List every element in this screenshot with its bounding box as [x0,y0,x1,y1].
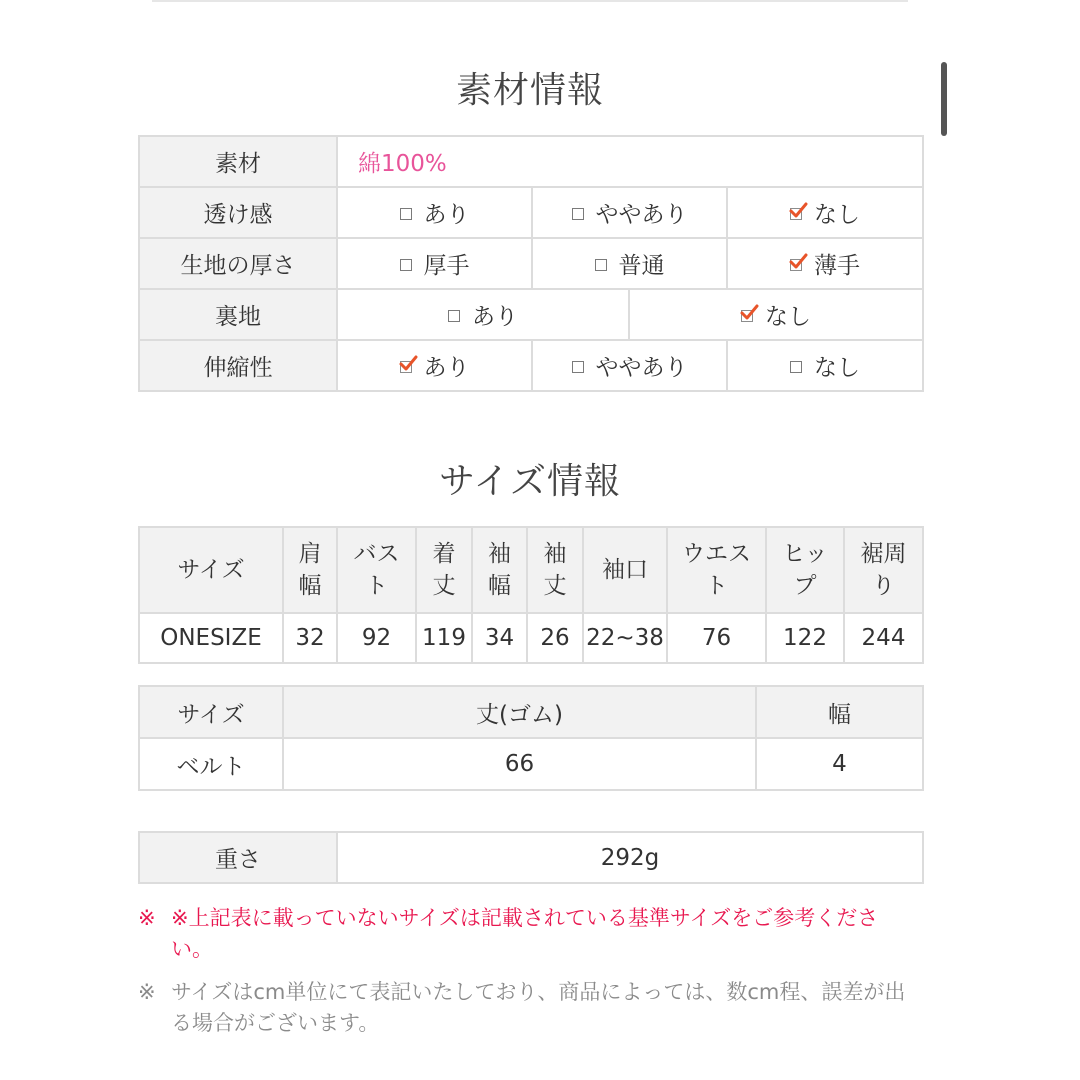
row-label-material: 素材 [139,136,337,187]
option-label: あり [472,304,518,330]
checkbox-checked-icon [741,310,753,322]
option-label: ややあり [595,202,688,228]
lining-row [139,289,923,340]
belt-header-cell: サイズ [139,686,283,738]
size-header-cell [844,527,923,613]
size-header-line: ヒッ プ [782,541,828,599]
weight-label: 重さ [139,832,337,883]
size-header-cell [766,527,844,613]
size-value-cell: 22~38 [583,613,667,663]
weight-value: 292g [337,832,923,883]
belt-table [138,685,924,791]
size-header-cell [472,527,527,613]
checkbox-checked-icon [790,208,802,220]
size-value-cell: 244 [844,613,923,663]
size-header-line: ウエス ト [682,541,751,599]
size-header-cell [283,527,337,613]
size-header-line: 着 丈 [432,541,456,599]
option-label: なし [814,202,860,228]
material-section-title: 素材情報 [455,70,604,111]
option-cell [337,187,532,238]
size-header-line: 袖 丈 [543,541,567,599]
material-table [138,135,924,392]
note-mark: ※ [138,980,156,1004]
top-divider [152,0,908,2]
stretch-row [139,340,923,391]
belt-data-row [139,738,923,790]
size-header-line: 裾周 り [860,541,907,599]
check-mark-icon [740,304,758,322]
size-header-cell [527,527,583,613]
checkbox-checked-icon [790,259,802,271]
option-label: なし [814,355,860,381]
size-value-cell: 92 [337,613,416,663]
size-value-cell: 34 [472,613,527,663]
size-header-cell [416,527,472,613]
row-label-sheer: 透け感 [139,187,337,238]
size-row-label: ONESIZE [139,613,283,663]
row-label-thickness: 生地の厚さ [139,238,337,289]
weight-table [138,831,924,884]
size-header-cell: サイズ [139,527,283,613]
row-label-lining: 裏地 [139,289,337,340]
belt-value-cell: 66 [283,738,756,790]
note-text: ※上記表に載っていないサイズは記載されている基準サイズをご参考ください。 [171,906,879,961]
note-text: サイズはcm単位にて表記いたしており、商品によっては、数cm程、誤差が出る場合がございます。 [171,980,906,1035]
size-header-line: 肩 幅 [298,541,322,599]
size-value-cell: 26 [527,613,583,663]
option-cell [337,289,629,340]
option-cell [337,340,532,391]
checkbox-empty-icon [595,259,607,271]
size-header-cell [337,527,416,613]
size-section-title: サイズ情報 [438,461,622,502]
note-mark: ※ [138,906,156,930]
option-cell [629,289,923,340]
check-mark-icon [789,202,807,220]
option-label: 薄手 [814,253,860,279]
size-header-line: 袖 幅 [488,541,511,599]
check-mark-icon [789,253,807,271]
size-value-cell: 76 [667,613,766,663]
option-cell [727,187,923,238]
option-label: あり [423,202,470,228]
checkbox-empty-icon [400,208,412,220]
belt-header-row [139,686,923,738]
weight-row [139,832,923,883]
note-reference-size [138,903,918,965]
checkbox-empty-icon [400,259,412,271]
option-cell [532,187,727,238]
size-header-cell [667,527,766,613]
checkbox-empty-icon [572,208,584,220]
sheer-row [139,187,923,238]
belt-value-cell: 4 [756,738,923,790]
option-label: あり [423,355,470,381]
size-value-cell: 119 [416,613,472,663]
option-cell [532,238,727,289]
checkbox-empty-icon [448,310,460,322]
option-label: 厚手 [423,253,470,279]
size-header-line: バス ト [353,541,400,599]
size-header-row [139,527,923,613]
option-cell [727,238,923,289]
size-value-cell: 32 [283,613,337,663]
checkbox-empty-icon [572,361,584,373]
size-header-cell: 袖口 [583,527,667,613]
option-label: なし [765,304,811,330]
note-measurement [138,977,918,1039]
option-cell [727,340,923,391]
check-mark-icon [399,355,417,373]
belt-row-label: ベルト [139,738,283,790]
thickness-row [139,238,923,289]
checkbox-checked-icon [400,361,412,373]
material-value: 綿100% [337,136,923,187]
size-value-cell: 122 [766,613,844,663]
row-label-stretch: 伸縮性 [139,340,337,391]
option-cell [532,340,727,391]
option-label: 普通 [618,253,665,279]
option-cell [337,238,532,289]
belt-header-cell: 幅 [756,686,923,738]
option-label: ややあり [595,355,688,381]
belt-header-cell: 丈(ゴム) [283,686,756,738]
size-data-row [139,613,923,663]
checkbox-empty-icon [790,361,802,373]
material-row [139,136,923,187]
size-table [138,526,924,664]
